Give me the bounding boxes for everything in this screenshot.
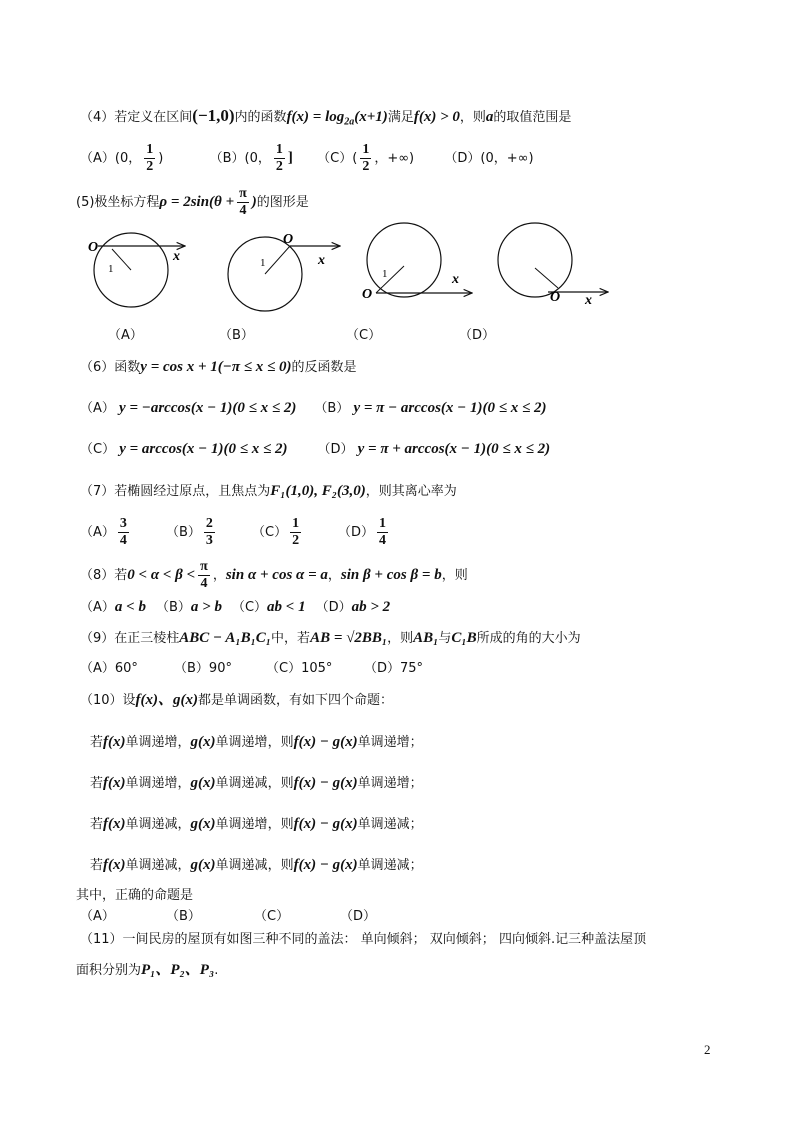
q6-options-ab: （A） y = −arccos(x − 1)(0 ≤ x ≤ 2) （B） y = π − arccos(x − 1)(0 ≤ x ≤ 2) — [80, 400, 547, 416]
q4-option-a: （A）(0， $\frac{1}{2}$ ) — [80, 142, 164, 174]
q4-options — [80, 140, 534, 177]
q7-stem: （7）若椭圆经过原点，且焦点为F₁(1,0), F₂(3,0)，则其离心率为 — [80, 483, 457, 499]
q7-options: （A） $\frac{3}{4}$ （B） $\frac{2}{3}$ （C） $\frac{1}{2}$ （D） $\frac{1}{4}$ — [80, 516, 387, 548]
figure-d — [498, 223, 608, 308]
q10-prop-4: 若f(x)单调递减，g(x)单调递减，则f(x) − g(x)单调递减； — [90, 857, 423, 873]
q10-options: （A） （B） （C） （D） — [80, 909, 377, 924]
q11-line-2: 面积分别为P₁、P₂、P₃. — [76, 962, 219, 978]
q6-stem: （6）函数y = cos x + 1(−π ≤ x ≤ 0)的反函数是 — [80, 359, 357, 375]
svg-text:1: 1 — [382, 268, 388, 280]
q4-option-c: （C）( $\frac{1}{2}$ ，+∞) — [317, 142, 415, 174]
q10-prop-2: 若f(x)单调递增，g(x)单调递减，则f(x) − g(x)单调递增； — [90, 775, 423, 791]
q10-stem: （10）设f(x)、g(x)都是单调函数，有如下四个命题： — [80, 692, 394, 708]
q9-options: （A）60° （B）90° （C）105° （D）75° — [80, 661, 424, 676]
q8-options: （A）a < b （B）a > b （C）ab < 1 （D）ab > 2 — [80, 599, 391, 615]
svg-text:x: x — [452, 272, 459, 287]
q6-options-cd: （C） y = arccos(x − 1)(0 ≤ x ≤ 2) （D） y = π + arccos(x − 1)(0 ≤ x ≤ 2) — [80, 441, 551, 457]
page-number: 2 — [704, 1042, 711, 1057]
figure-b — [228, 232, 340, 311]
svg-text:x: x — [318, 253, 325, 268]
q10-prop-1: 若f(x)单调递增，g(x)单调递增，则f(x) − g(x)单调递增； — [90, 734, 423, 750]
q8-stem: （8）若0 < α < β < $\frac{\pi}{4}$ ，sin α + cos α = a，sin β + cos β = b，则 — [80, 559, 468, 591]
q4-option-d: （D）(0，+∞) — [444, 151, 534, 166]
q4-stem: （4）若定义在区间(−1,0)内的函数$f(x) = \log_{2a}(x+1)$满足f(x) > 0，则a的取值范围是 — [80, 106, 572, 128]
figure-a — [88, 233, 185, 307]
q10-conclusion: 其中，正确的命题是 — [76, 888, 194, 903]
q11-line-1: （11）一间民房的屋顶有如图三种不同的盖法： 单向倾斜； 双向倾斜； 四向倾斜.记三种盖法屋顶 — [80, 932, 647, 947]
q9-stem: （9）在正三棱柱ABC − A₁B₁C₁中，若AB = √2BB₁，则AB₁与C₁B所成的角的大小为 — [80, 630, 581, 646]
q5-options: （A） （B） （C） （D） — [108, 328, 496, 343]
q5-stem: (5)极坐标方程ρ = 2sin(θ + $\frac{\pi}{4}$ )的图形是 — [76, 186, 309, 218]
svg-text:1: 1 — [260, 257, 266, 269]
svg-text:O: O — [88, 240, 99, 255]
svg-text:x: x — [585, 293, 592, 308]
svg-text:O: O — [550, 290, 561, 305]
svg-text:x: x — [173, 249, 180, 264]
svg-text:O: O — [362, 287, 373, 302]
svg-text:1: 1 — [108, 263, 114, 275]
svg-text:O: O — [283, 232, 294, 247]
q5-figures — [0, 222, 794, 322]
figure-c — [362, 223, 472, 302]
q10-prop-3: 若f(x)单调递减，g(x)单调递增，则f(x) − g(x)单调递减； — [90, 816, 423, 832]
q4-option-b: （B）(0， $\frac{1}{2}$ ] — [209, 142, 293, 174]
